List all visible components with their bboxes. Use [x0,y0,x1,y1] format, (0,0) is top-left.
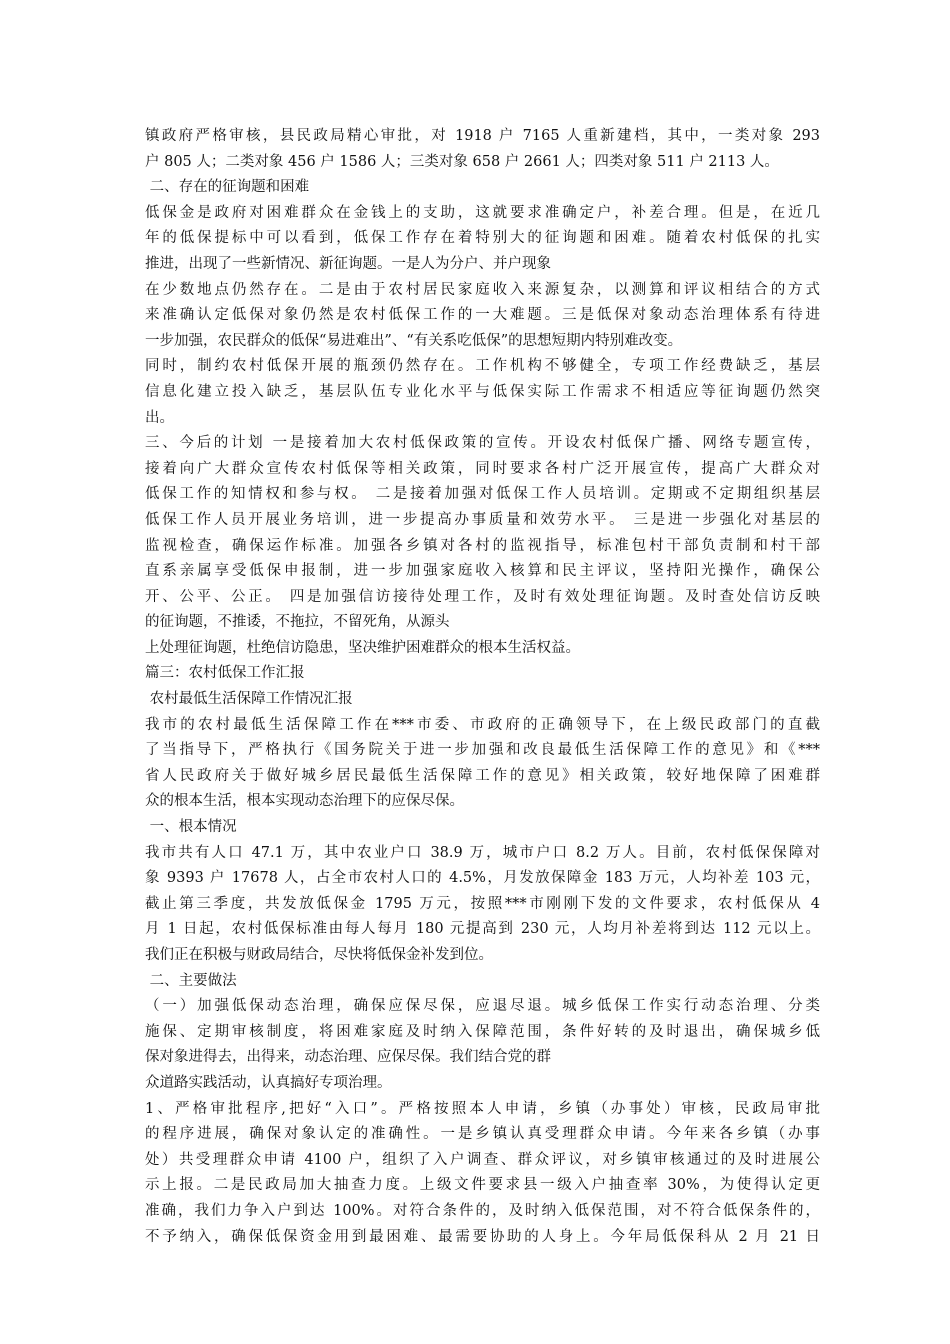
text-line: 施保、定期审核制度，将困难家庭及时纳入保障范围，条件好转的及时退出，确保城乡低 [145,1023,820,1040]
text-line: 镇政府严格审核，县民政局精心审批，对 1918 户 7165 人重新建档，其中，一类对象 293 [145,128,820,144]
text-line: 来准确认定低保对象仍然是农村低保工作的一大难题。三是低保对象动态治理体系有待进 [145,307,820,324]
text-line: 出。 [145,409,174,426]
text-line: 保对象进得去，出得来，动态治理、应保尽保。我们结合党的群 [145,1049,551,1066]
text-line: 同时，制约农村低保开展的瓶颈仍然存在。工作机构不够健全，专项工作经费缺乏，基层 [145,358,820,375]
text-line: 低保金是政府对困难群众在金钱上的支助，这就要求准确定户，补差合理。但是，在近几 [145,204,820,221]
section-heading: 二、主要做法 [145,972,237,989]
text-line: 省人民政府关于做好城乡居民最低生活保障工作的意见》相关政策，较好地保障了困难群 [145,767,820,784]
text-line: 户 805 人；二类对象 456 户 1586 人；三类对象 658 户 2661 人；四类对象 511 户 2113 人。 [145,153,779,170]
text-line: 了当指导下，严格执行《国务院关于进一步加强和改良最低生活保障工作的意见》和《*** [145,742,820,759]
text-line: 1、严格审批程序,把好“入口”。严格按照本人申请，乡镇（办事处）审核，民政局审批 [145,1100,820,1117]
text-line: 我们正在积极与财政局结合，尽快将低保金补发到位。 [145,947,493,963]
text-line: 推进，出现了一些新情况、新征询题。一是人为分户、并户现象 [145,255,551,272]
text-line: （一）加强低保动态治理，确保应保尽保，应退尽退。城乡低保工作实行动态治理、分类 [145,998,820,1015]
text-line: 众的根本生活，根本实现动态治理下的应保尽保。 [145,793,464,810]
text-line: 低保工作的知情权和参与权。 二是接着加强对低保工作人员培训。定期或不定期组织基层 [145,486,820,503]
text-line: 准确，我们力争入户到达 100%。对符合条件的，及时纳入低保范围，对不符合低保条件的， [145,1202,820,1219]
document-body [145,124,820,1250]
text-line: 我市共有人口 47.1 万，其中农业户口 38.9 万，城市户口 8.2 万人。目前，农村低保保障对 [145,844,820,861]
text-line: 众道路实践活动，认真搞好专项治理。 [145,1074,392,1091]
text-line: 开、公平、公正。 四是加强信访接待处理工作，及时有效处理征询题。及时查处信访反映 [145,588,820,605]
text-line: 我市的农村最低生活保障工作在***市委、市政府的正确领导下，在上级民政部门的直截 [145,716,820,733]
report-title: 农村最低生活保障工作情况汇报 [145,691,353,708]
text-line: 不予纳入，确保低保资金用到最困难、最需要协助的人身上。今年局低保科从 2 月 21 日 [145,1228,820,1245]
text-line: 直系亲属享受低保申报制，进一步加强家庭收入核算和民主评议，坚持阳光操作，确保公 [145,563,820,580]
text-line: 年的低保提标中可以看到，低保工作存在着特别大的征询题和困难。随着农村低保的扎实 [145,230,820,247]
text-line: 示上报。二是民政局加大抽查力度。上级文件要求县一级入户抽查率 30%，为使得认定更 [145,1177,820,1194]
section-heading: 一、根本情况 [145,819,237,836]
chapter-title: 篇三：农村低保工作汇报 [145,665,305,682]
section-heading: 二、存在的征询题和困难 [145,179,310,196]
text-line: 接着向广大群众宣传农村低保等相关政策，同时要求各村广泛开展宣传，提高广大群众对 [145,460,820,477]
text-line: 上处理征询题，杜绝信访隐患，坚决维护困难群众的根本生活权益。 [145,639,580,656]
text-line: 一步加强，农民群众的低保“易进难出”、“有关系吃低保”的思想短期内特别难改变。 [145,332,683,349]
section-heading: 三、今后的计划 一是接着加大农村低保政策的宣传。开设农村低保广播、网络专题宣传， [145,435,820,452]
text-line: 处）共受理群众申请 4100 户，组织了入户调查、群众评议，对乡镇审核通过的及时进展公 [145,1151,820,1168]
text-line: 象 9393 户 17678 人，占全市农村人口的 4.5%，月发放保障金 183 万元，人均补差 103 元， [145,870,820,887]
text-line: 截止第三季度，共发放低保金 1795 万元，按照***市刚刚下发的文件要求，农村低保从 4 [145,895,820,912]
text-line: 监视检查，确保运作标准。加强各乡镇对各村的监视指导，标准包村干部负责制和村干部 [145,537,820,554]
text-line: 在少数地点仍然存在。二是由于农村居民家庭收入来源复杂，以测算和评议相结合的方式 [145,281,820,298]
text-line: 的征询题，不推诿，不拖拉，不留死角，从源头 [145,614,450,631]
text-line: 信息化建立投入缺乏，基层队伍专业化水平与低保实际工作需求不相适应等征询题仍然突 [145,383,820,400]
text-line: 的程序进展，确保对象认定的准确性。一是乡镇认真受理群众申请。今年来各乡镇（办事 [145,1126,820,1143]
text-line: 低保工作人员开展业务培训，进一步提高办事质量和效劳水平。 三是进一步强化对基层的 [145,511,820,528]
text-line: 月 1 日起，农村低保标准由每人每月 180 元提高到 230 元，人均月补差将到达 112 元以上。 [145,921,820,938]
